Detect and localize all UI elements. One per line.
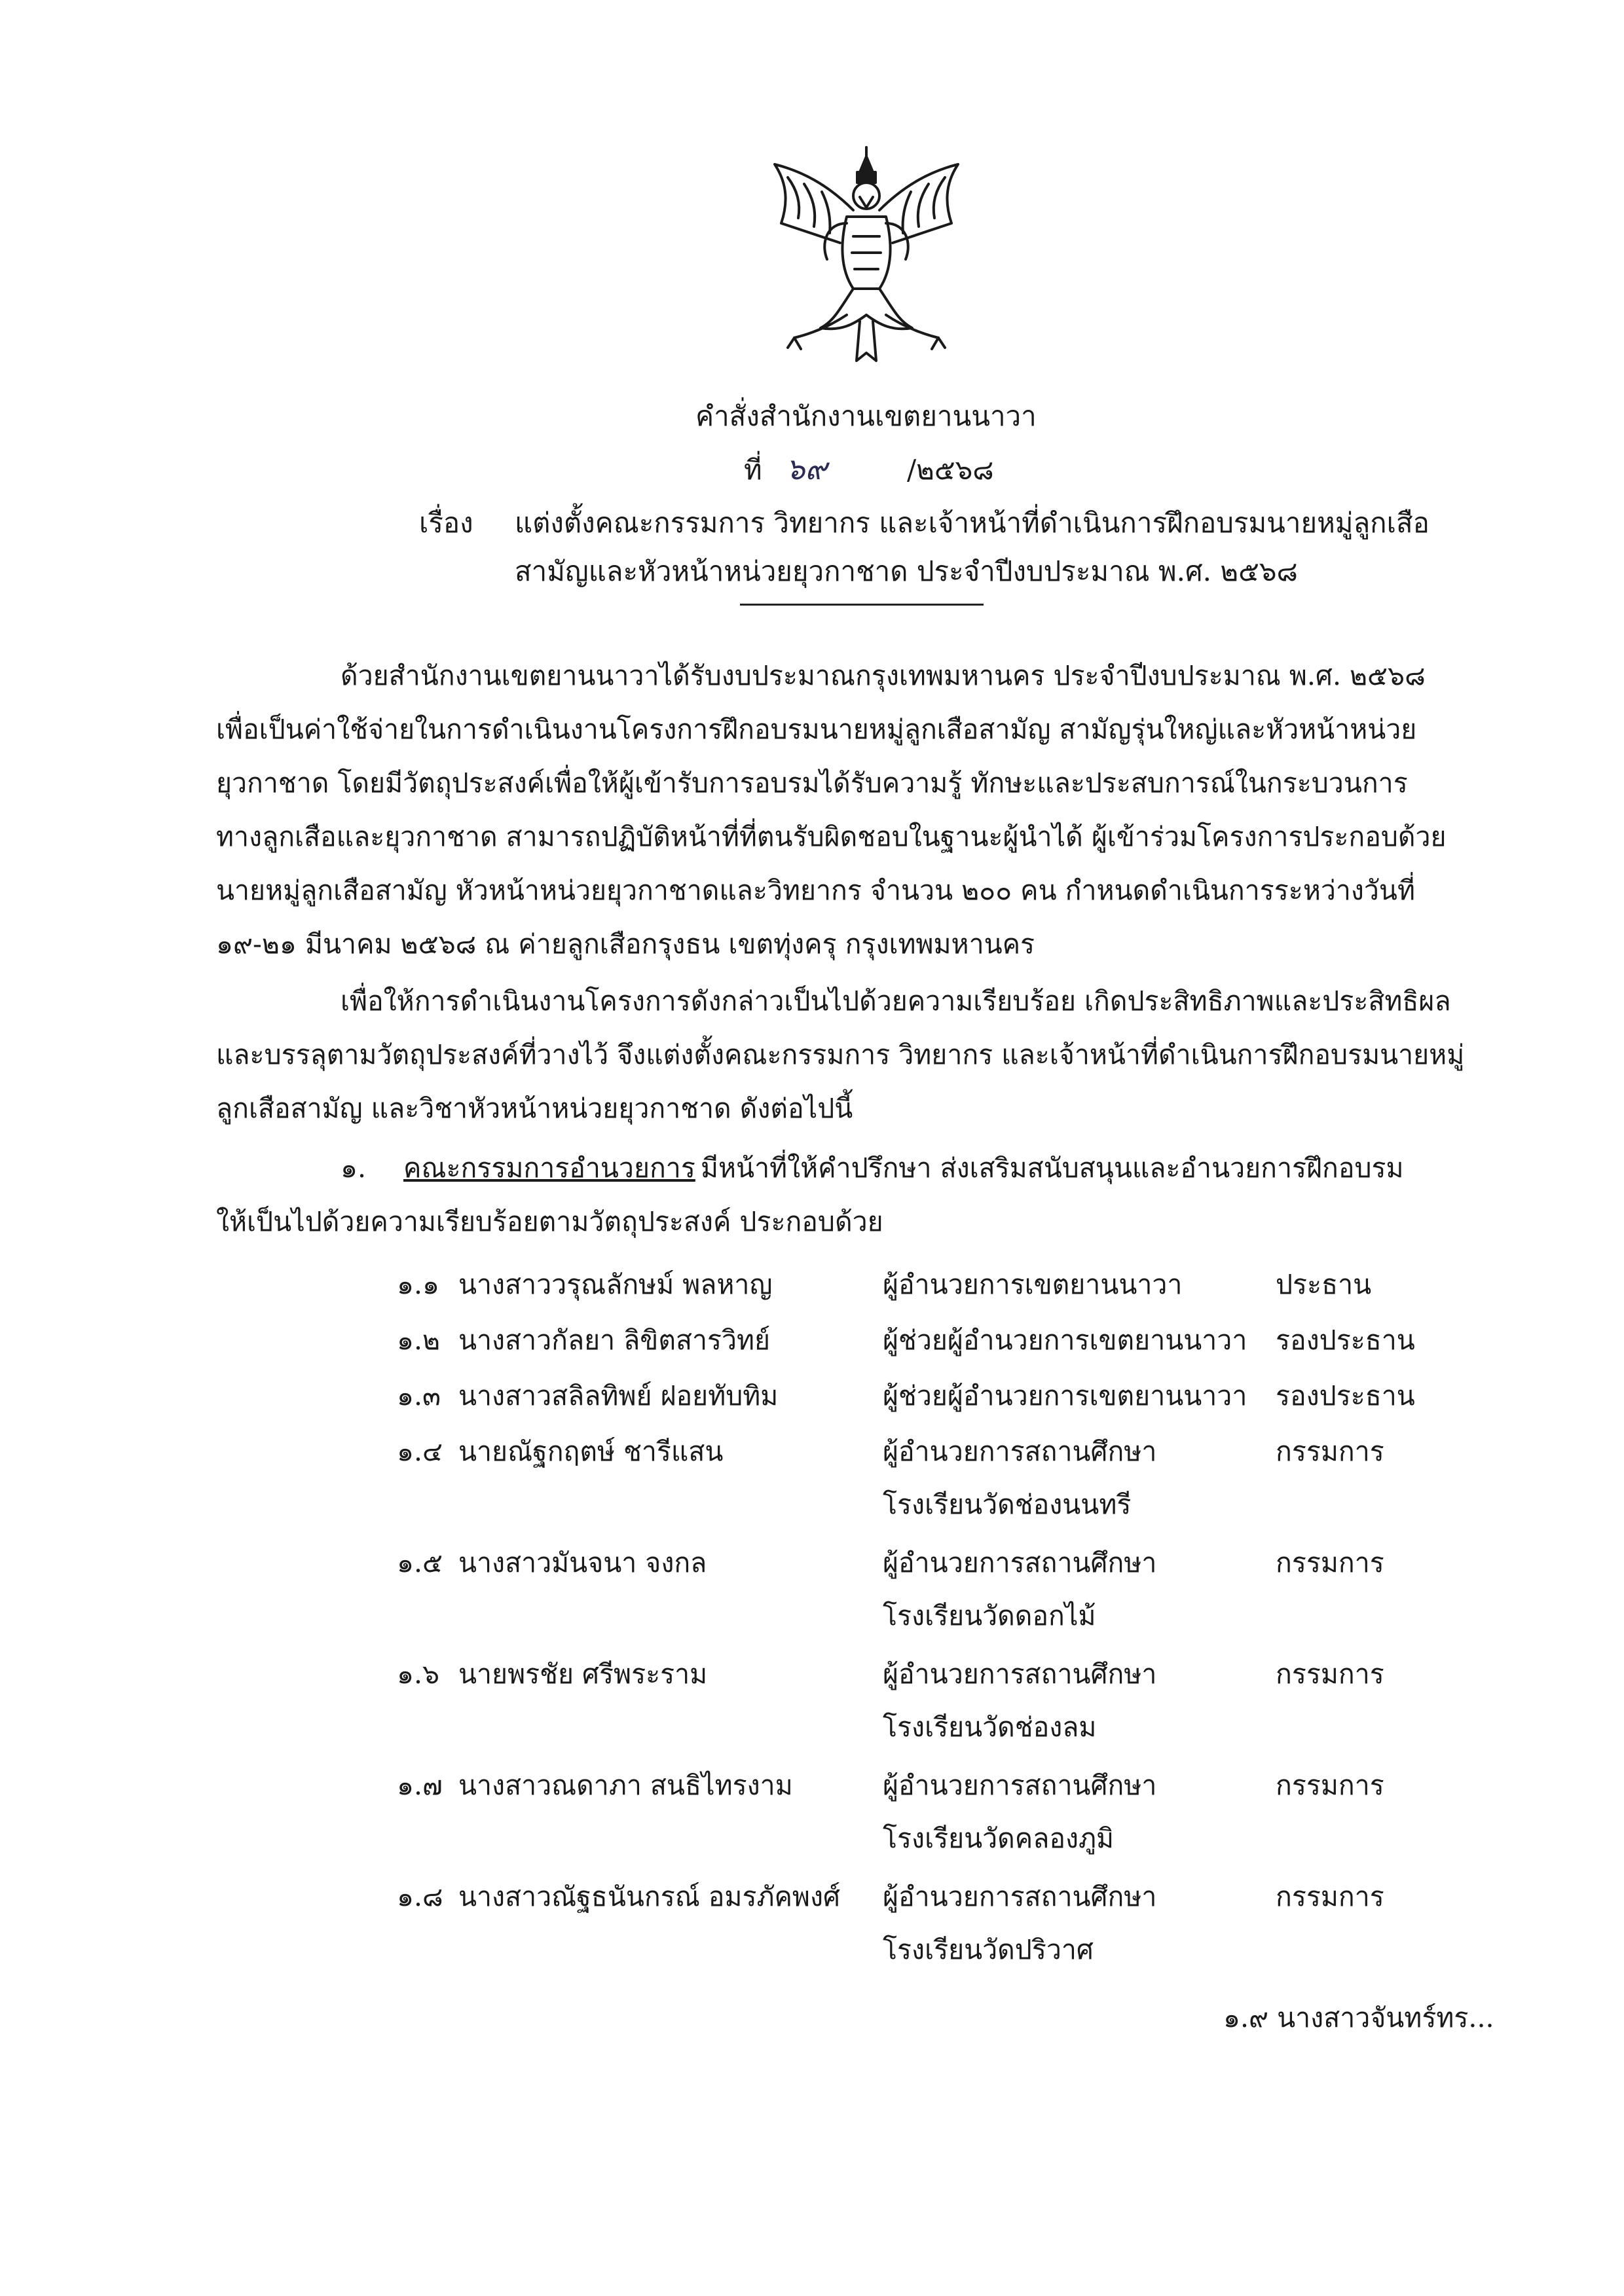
- section-heading: คณะกรรมการอำนวยการ: [403, 1152, 695, 1184]
- member-position: ผู้ช่วยผู้อำนวยการเขตยานนาวา: [883, 1380, 1247, 1412]
- member-position: ผู้ช่วยผู้อำนวยการเขตยานนาวา: [883, 1324, 1247, 1356]
- member-school: โรงเรียนวัดดอกไม้: [883, 1600, 1096, 1631]
- order-number-suffix: /๒๕๖๘: [907, 454, 994, 486]
- member-role: กรรมการ: [1276, 1547, 1384, 1578]
- member-position: ผู้อำนวยการสถานศึกษา: [883, 1547, 1157, 1578]
- member-role: กรรมการ: [1276, 1436, 1384, 1467]
- member-number: ๑.๗: [397, 1770, 443, 1801]
- garuda-emblem: [762, 145, 971, 367]
- member-number: ๑.๘: [397, 1881, 443, 1912]
- order-number-handwritten: ๖๙: [786, 451, 827, 486]
- member-position: ผู้อำนวยการเขตยานนาวา: [883, 1269, 1183, 1300]
- subject-line-1: แต่งตั้งคณะกรรมการ วิทยากร และเจ้าหน้าที่ดำเนินการฝึกอบรมนายหมู่ลูกเสือ: [515, 507, 1430, 539]
- member-number: ๑.๔: [397, 1436, 443, 1467]
- member-school: โรงเรียนวัดคลองภูมิ: [883, 1823, 1115, 1854]
- paragraph-1-line: ๑๙-๒๑ มีนาคม ๒๕๖๘ ณ ค่ายลูกเสือกรุงธน เขตทุ่งครุ กรุงเทพมหานคร: [216, 928, 1035, 960]
- paragraph-2-line: เพื่อให้การดำเนินงานโครงการดังกล่าวเป็นไปด้วยความเรียบร้อย เกิดประสิทธิภาพและประสิทธิผล: [341, 985, 1451, 1017]
- member-school: โรงเรียนวัดช่องลม: [883, 1711, 1097, 1743]
- member-position: ผู้อำนวยการสถานศึกษา: [883, 1436, 1157, 1467]
- member-name: นางสาวกัลยา ลิขิตสารวิทย์: [458, 1324, 771, 1356]
- paragraph-1-line: ด้วยสำนักงานเขตยานนาวาได้รับงบประมาณกรุงเทพมหานคร ประจำปีงบประมาณ พ.ศ. ๒๕๖๘: [341, 660, 1426, 691]
- paragraph-1-line: นายหมู่ลูกเสือสามัญ หัวหน้าหน่วยยุวกาชาดและวิทยากร จำนวน ๒๐๐ คน กำหนดดำเนินการระหว่างวันที่: [216, 875, 1415, 906]
- member-number: ๑.๖: [397, 1658, 440, 1690]
- member-school: โรงเรียนวัดช่องนนทรี: [883, 1489, 1132, 1520]
- member-position: ผู้อำนวยการสถานศึกษา: [883, 1658, 1157, 1690]
- paragraph-2-line: และบรรลุตามวัตถุประสงค์ที่วางไว้ จึงแต่งตั้งคณะกรรมการ วิทยากร และเจ้าหน้าที่ดำเนินการฝึกอบรมนายหมู่: [216, 1039, 1465, 1070]
- subject-label: เรื่อง: [419, 507, 473, 539]
- member-name: นายพรชัย ศรีพระราม: [458, 1658, 708, 1690]
- order-number-prefix: ที่: [744, 454, 762, 486]
- paragraph-1-line: ยุวกาชาด โดยมีวัตถุประสงค์เพื่อให้ผู้เข้ารับการอบรมได้รับความรู้ ทักษะและประสบการณ์ในกระบวนการ: [216, 767, 1408, 799]
- member-school: โรงเรียนวัดปริวาศ: [883, 1934, 1094, 1965]
- continuation-marker: ๑.๙ นางสาวจันทร์ทร...: [1223, 2002, 1494, 2033]
- member-role: กรรมการ: [1276, 1770, 1384, 1801]
- member-number: ๑.๕: [397, 1547, 443, 1578]
- member-number: ๑.๓: [397, 1380, 441, 1412]
- member-name: นางสาวมันจนา จงกล: [458, 1547, 707, 1578]
- section-description: มีหน้าที่ให้คำปรึกษา ส่งเสริมสนับสนุนและอำนวยการฝึกอบรม: [701, 1152, 1404, 1184]
- member-name: นางสาวณัฐธนันกรณ์ อมรภัคพงศ์: [458, 1881, 840, 1912]
- order-title: คำสั่งสำนักงานเขตยานนาวา: [695, 400, 1037, 432]
- member-name: นางสาวณดาภา สนธิไทรงาม: [458, 1770, 793, 1801]
- section-number: ๑.: [341, 1152, 367, 1184]
- member-role: กรรมการ: [1276, 1658, 1384, 1690]
- member-role: รองประธาน: [1276, 1324, 1415, 1356]
- paragraph-1-line: ทางลูกเสือและยุวกาชาด สามารถปฏิบัติหน้าที่ที่ตนรับผิดชอบในฐานะผู้นำได้ ผู้เข้าร่วมโครงการประกอบด้วย: [216, 821, 1447, 852]
- member-number: ๑.๒: [397, 1324, 441, 1356]
- member-role: ประธาน: [1276, 1269, 1372, 1300]
- member-number: ๑.๑: [397, 1269, 440, 1300]
- member-position: ผู้อำนวยการสถานศึกษา: [883, 1770, 1157, 1801]
- paragraph-1-line: เพื่อเป็นค่าใช้จ่ายในการดำเนินงานโครงการฝึกอบรมนายหมู่ลูกเสือสามัญ สามัญรุ่นใหญ่และหัวหน้าหน่วย: [216, 714, 1417, 745]
- member-name: นางสาวสลิลทิพย์ ฝอยทับทิม: [458, 1380, 779, 1412]
- member-name: นายณัฐกฤตษ์ ชารีแสน: [458, 1436, 724, 1467]
- member-position: ผู้อำนวยการสถานศึกษา: [883, 1881, 1157, 1912]
- member-role: กรรมการ: [1276, 1881, 1384, 1912]
- header-divider: [740, 604, 984, 606]
- paragraph-2-line: ลูกเสือสามัญ และวิชาหัวหน้าหน่วยยุวกาชาด ดังต่อไปนี้: [216, 1093, 853, 1124]
- subject-line-2: สามัญและหัวหน้าหน่วยยุวกาชาด ประจำปีงบประมาณ พ.ศ. ๒๕๖๘: [515, 555, 1298, 587]
- section-description: ให้เป็นไปด้วยความเรียบร้อยตามวัตถุประสงค์ ประกอบด้วย: [216, 1206, 883, 1237]
- member-name: นางสาววรุณลักษม์ พลหาญ: [458, 1269, 773, 1300]
- member-role: รองประธาน: [1276, 1380, 1415, 1412]
